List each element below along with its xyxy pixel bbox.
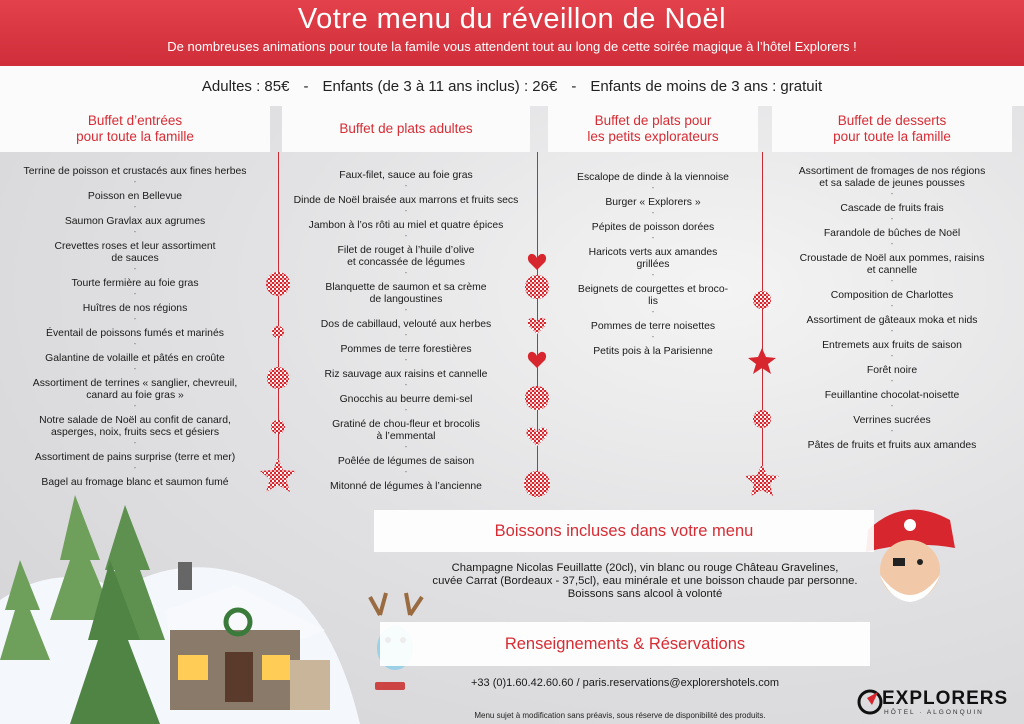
menu-item-separator: - [890,401,894,410]
menu-item: Assortiment de pains surprise (terre et mer) [34,452,236,463]
menu-item-separator: - [651,270,655,279]
menu-item-separator: - [890,301,894,310]
menu-item: Gratiné de chou-fleur et brocolis à l’emmental [332,419,480,442]
ornament-ball-icon [272,326,284,338]
price-separator: - [303,77,309,95]
menu-item-separator: - [133,339,137,348]
price-infants: Enfants de moins de 3 ans : gratuit [590,77,823,95]
menu-item: Croustade de Noël aux pommes, raisins et cannelle [799,253,985,276]
menu-item: Notre salade de Noël au confit de canard, asperges, noix, fruits secs et gésiers [39,415,231,438]
menu-item: Forêt noire [866,365,918,376]
menu-item: Composition de Charlottes [830,290,954,301]
menu-item-separator: - [404,305,408,314]
menu-item-separator: - [133,314,137,323]
menu-item-separator: - [890,351,894,360]
menu-item: Huîtres de nos régions [82,303,188,314]
menu-item-separator: - [133,202,137,211]
menu-item-separator: - [133,438,137,447]
menu-item-separator: - [133,364,137,373]
disclaimer-note: Menu sujet à modification sans préavis, sous réserve de disponibilité des produits. [474,711,766,720]
menu-item: Poisson en Bellevue [87,191,183,202]
price-separator: - [571,77,577,95]
ornament-star-icon [748,348,776,374]
menu-item: Assortiment de terrines « sanglier, chevreuil, canard au foie gras » [32,378,238,401]
ornament-star-icon [260,458,296,492]
ornament-ball-icon [753,410,771,428]
menu-item: Haricots verts aux amandes grillées [588,247,718,270]
menu-item-separator: - [404,181,408,190]
menu-item-separator: - [890,376,894,385]
menu-item: Escalope de dinde à la viennoise [577,172,729,183]
ornament-ball-icon [753,291,771,309]
menu-item-separator: - [651,208,655,217]
menu-item-separator: - [133,289,137,298]
menu-item-separator: - [890,214,894,223]
menu-item: Filet de rouget à l’huile d’olive et concassée de légumes [337,245,475,268]
menu-item-separator: - [133,264,137,273]
menu-item-separator: - [404,231,408,240]
menu-item-separator: - [890,239,894,248]
ornament-heart-icon [527,428,548,446]
menu-item: Galantine de volaille et pâtés en croûte [45,353,225,364]
menu-item: Dos de cabillaud, velouté aux herbes [320,319,492,330]
column-title-desserts: Buffet de desserts pour toute la famille [772,106,1012,152]
ornament-ball-icon [271,420,285,434]
drinks-text: Champagne Nicolas Feuillatte (20cl), vin blanc ou rouge Château Gravelines, cuvée Carrat (Bordeaux - 37,5cl), eau minérale et une boisson chaude par personne. Boissons sans alcool à volonté [432,562,858,600]
menu-item-separator: - [890,326,894,335]
ornament-heart-icon [528,254,546,270]
column-title-kids-mains: Buffet de plats pour les petits explorateurs [548,106,758,152]
menu-item: Burger « Explorers » [605,197,701,208]
price-adults: Adultes : 85€ [201,77,290,95]
menu-item: Pommes de terre noisettes [590,321,716,332]
menu-item-separator: - [651,183,655,192]
menu-item-separator: - [133,401,137,410]
snowy-chalet-illustration [0,495,360,724]
page-title: Votre menu du réveillon de Noël [297,3,727,35]
menu-item: Verrines sucrées [853,415,931,426]
menu-item: Saumon Gravlax aux agrumes [64,216,206,227]
ornament-ball-icon [525,275,549,299]
menu-item-separator: - [404,442,408,451]
contact-heading: Renseignements & Réservations [380,622,870,666]
menu-item: Assortiment de gâteaux moka et nids [806,315,978,326]
menu-item-separator: - [404,330,408,339]
menu-item-separator: - [890,276,894,285]
menu-item: Beignets de courgettes et broco- lis [577,284,729,307]
ornament-star-icon [745,464,779,496]
contact-info[interactable]: +33 (0)1.60.42.60.60 / paris.reservations@explorershotels.com [470,677,780,689]
menu-item: Farandole de bûches de Noël [823,228,961,239]
price-children: Enfants (de 3 à 11 ans inclus) : 26€ [322,77,558,95]
explorers-logo [858,688,1018,720]
ornament-ball-icon [266,272,290,296]
menu-item: Mitonné de légumes à l’ancienne [330,481,482,492]
menu-item: Petits pois à la Parisienne [593,346,713,357]
page-subtitle: De nombreuses animations pour toute la famile vous attendent tout au long de cette soirée magique à l’hôtel Explorers ! [167,39,857,54]
column-title-adult-mains: Buffet de plats adultes [282,106,530,152]
logo-name: EXPLORERS [882,688,1009,709]
logo-subtitle: HÔTEL · ALGONQUIN [884,709,984,716]
menu-item-separator: - [404,380,408,389]
menu-item-separator: - [890,189,894,198]
menu-item: Riz sauvage aux raisins et cannelle [324,369,488,380]
menu-item: Assortiment de fromages de nos régions et sa salade de jeunes pousses [798,166,986,189]
menu-item-separator: - [890,426,894,435]
menu-item: Blanquette de saumon et sa crème de langoustines [325,282,487,305]
menu-item: Feuillantine chocolat-noisette [824,390,960,401]
menu-item: Dinde de Noël braisée aux marrons et fruits secs [293,195,519,206]
ornament-heart-icon [528,352,546,368]
menu-item-separator: - [404,355,408,364]
ornament-ball-icon [525,386,549,410]
drinks-heading: Boissons incluses dans votre menu [374,510,874,552]
menu-item: Cascade de fruits frais [840,203,944,214]
menu-item-separator: - [133,177,137,186]
menu-item-separator: - [404,467,408,476]
menu-item: Gnocchis au beurre demi-sel [339,394,473,405]
menu-item-separator: - [404,268,408,277]
menu-item: Tourte fermière au foie gras [71,278,199,289]
menu-item-separator: - [651,332,655,341]
menu-item: Poêlée de légumes de saison [337,456,475,467]
menu-item: Faux-filet, sauce au foie gras [339,170,473,181]
menu-item: Pommes de terre forestières [340,344,472,355]
menu-item: Terrine de poisson et crustacés aux fines herbes [23,166,247,177]
menu-item: Bagel au fromage blanc et saumon fumé [41,477,229,488]
ornament-heart-icon [528,318,546,334]
menu-item: Pâtes de fruits et fruits aux amandes [807,440,977,451]
ornament-ball-icon [267,367,289,389]
menu-item-separator: - [133,463,137,472]
menu-item: Pépites de poisson dorées [591,222,715,233]
menu-item-separator: - [404,206,408,215]
menu-item: Éventail de poissons fumés et marinés [46,328,224,339]
menu-item: Crevettes roses et leur assortiment de sauces [54,241,216,264]
menu-item-separator: - [404,405,408,414]
menu-item-separator: - [133,227,137,236]
menu-item: Entremets aux fruits de saison [822,340,962,351]
menu-item: Jambon à l’os rôti au miel et quatre épices [308,220,504,231]
column-title-starters: Buffet d’entrées pour toute la famille [0,106,270,152]
ornament-ball-icon [524,471,550,497]
menu-item-separator: - [651,307,655,316]
menu-item-separator: - [651,233,655,242]
